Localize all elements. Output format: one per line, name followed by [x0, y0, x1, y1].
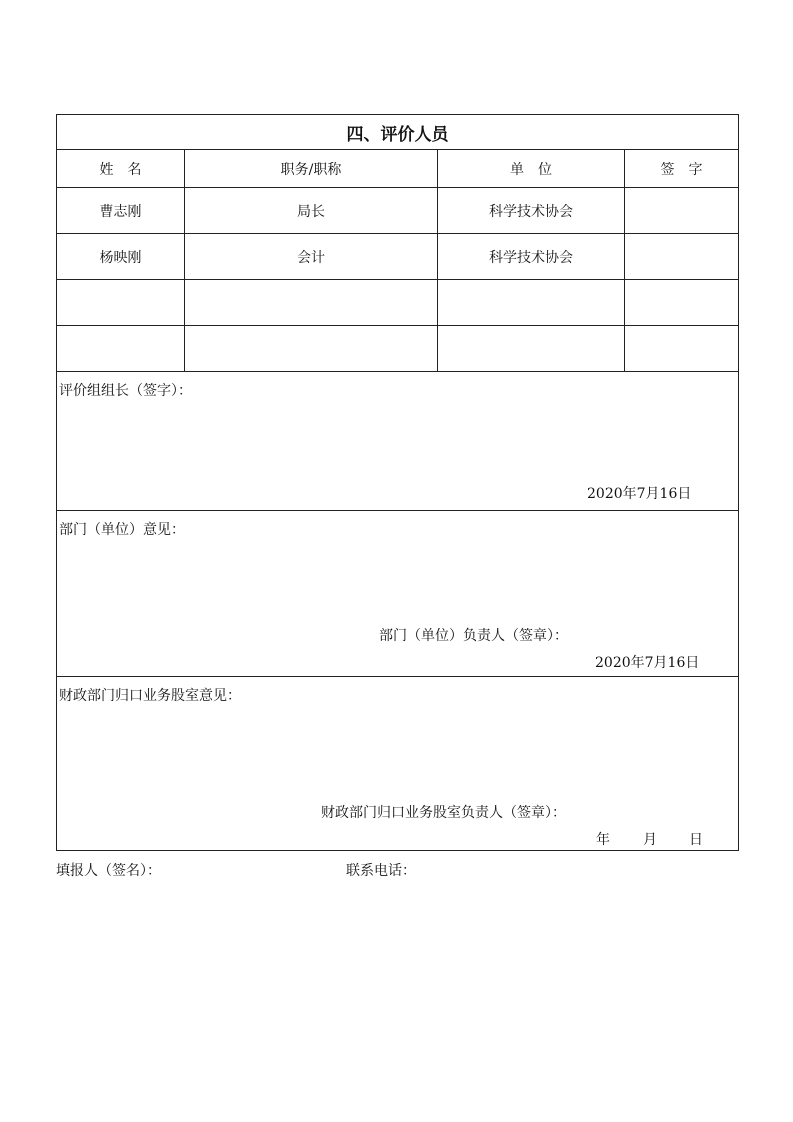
header-name: 姓 名 [57, 150, 185, 188]
section-title: 四、评价人员 [57, 115, 739, 150]
cell-unit: 科学技术协会 [438, 234, 625, 280]
cell-name: 杨映刚 [57, 234, 185, 280]
finance-date-month: 月 [643, 832, 657, 848]
department-opinion-block [57, 511, 739, 677]
header-signature: 签 字 [625, 150, 739, 188]
cell-position [185, 326, 438, 372]
department-responsible-label: 部门（单位）负责人（签章）： [379, 628, 568, 644]
cell-signature [625, 234, 739, 280]
table-row [57, 188, 739, 234]
cell-signature [625, 188, 739, 234]
group-leader-date: 2020年7月16日 [587, 486, 692, 502]
cell-name: 曹志刚 [57, 188, 185, 234]
finance-opinion-block [57, 677, 739, 851]
cell-position [185, 280, 438, 326]
cell-position: 会计 [185, 234, 438, 280]
cell-unit [438, 326, 625, 372]
contact-phone-label: 联系电话： [346, 863, 416, 879]
cell-name [57, 280, 185, 326]
finance-responsible-label: 财政部门归口业务股室负责人（签章）： [321, 805, 566, 821]
cell-unit: 科学技术协会 [438, 188, 625, 234]
table-row [57, 326, 739, 372]
department-opinion-date: 2020年7月16日 [595, 655, 700, 671]
cell-unit [438, 280, 625, 326]
header-unit: 单 位 [438, 150, 625, 188]
group-leader-block [57, 372, 739, 511]
header-position: 职务/职称 [185, 150, 438, 188]
finance-opinion-label: 财政部门归口业务股室意见： [59, 688, 241, 704]
table-row [57, 280, 739, 326]
department-opinion-label: 部门（单位）意见： [59, 522, 185, 538]
filler-signature-label: 填报人（签名）： [56, 863, 161, 879]
group-leader-label: 评价组组长（签字）： [59, 383, 192, 399]
cell-position: 局长 [185, 188, 438, 234]
finance-date-year: 年 [596, 832, 610, 848]
cell-signature [625, 326, 739, 372]
evaluation-personnel-table [56, 114, 739, 851]
table-row [57, 234, 739, 280]
cell-signature [625, 280, 739, 326]
cell-name [57, 326, 185, 372]
finance-date-day: 日 [689, 832, 703, 848]
